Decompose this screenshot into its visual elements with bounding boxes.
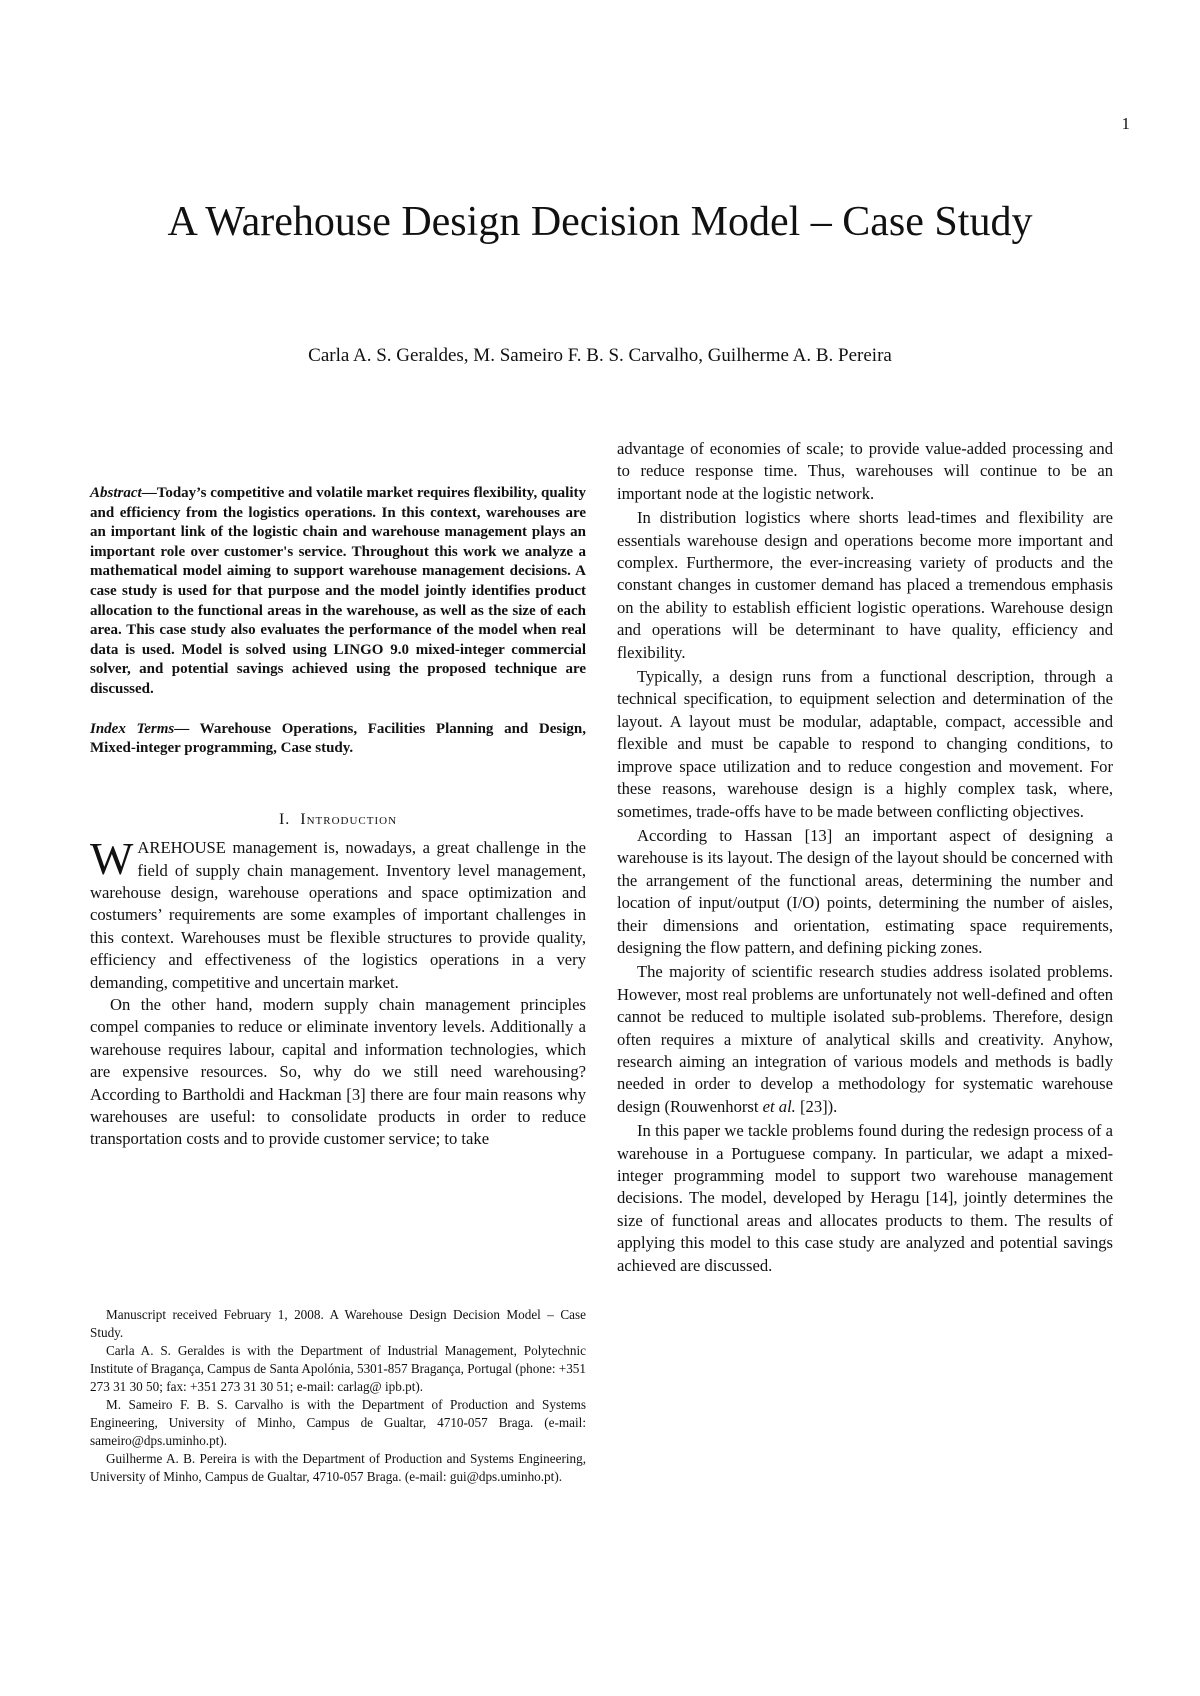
right-paragraph-this-paper: In this paper we tackle problems found during the redesign process of a warehouse in a Portuguese company. In particular, we adapt a mixed-integer programming model to support two warehouse management decisions. The model, developed by Heragu [14], jointly determines the size of functional areas and allocates products to them. The results of applying this model to this case study are analyzed and potential savings achieved are discussed.	[617, 1121, 1113, 1275]
index-terms-label: Index Terms	[90, 720, 175, 737]
research-text: The majority of scientific research studies address isolated problems. However, most real problems are unfortunately not well-defined and often cannot be reduced to multiple isolated sub-problems. Therefore, design often requires a mixture of analytical skills and creativity. Anyhow, research aiming an integration of various models and methods is badly needed in order to develop a methodology for systematic warehouse design (Rouwenhorst	[617, 962, 1113, 1116]
section-title: Introduction	[300, 810, 398, 828]
right-paragraph-continued: advantage of economies of scale; to provide value-added processing and to reduce response time. Thus, warehouses will continue to be an important node at the logistic network.	[617, 439, 1113, 503]
intro-paragraph-1-text: management is, nowadays, a great challenge in the field of supply chain management. Inventory level management, warehouse design, warehouse operations and space optimization and costumers’ requirements are some examples of important challenges in this context. Warehouses must be flexible structures to provide quality, efficiency and effectiveness of the logistics operations in a very demanding, competitive and uncertain market.	[90, 838, 586, 992]
section-heading-introduction	[90, 809, 586, 831]
abstract-text: —Today’s competitive and volatile market requires flexibility, quality and efficiency from the logistics operations. In this context, warehouses are an important link of the logistic chain and warehouse management plays an important role over customer's service. Throughout this work we analyze a mathematical model aiming to support warehouse management decisions. A case study is used for that purpose and the model jointly identifies product allocation to the functional areas in the warehouse, as well as the size of each area. This case study also evaluates the performance of the model when real data is used. Model is solved using LINGO 9.0 mixed-integer commercial solver, and potential savings achieved using the proposed technique are discussed.	[90, 485, 586, 697]
paper-title: A Warehouse Design Decision Model – Case Study	[167, 199, 1033, 245]
et-al: et al.	[762, 1096, 796, 1116]
index-terms	[90, 720, 586, 759]
abstract-label: Abstract	[90, 485, 142, 501]
intro-first-word: AREHOUSE	[137, 838, 226, 858]
section-number: I.	[278, 810, 291, 828]
intro-paragraph-2: On the other hand, modern supply chain management principles compel companies to reduce or eliminate inventory levels. Additionally a warehouse requires labour, capital and information technologies, which are expensive resources. So, why do we still need warehousing? According to Bartholdi and Hackman [3] there are four main reasons why warehouses are useful: to consolidate products in order to reduce transportation costs and to provide customer service; to take	[90, 994, 586, 1149]
right-column	[617, 438, 1113, 1277]
right-paragraph-design-process: Typically, a design runs from a functional description, through a technical specification, to equipment selection and determination of the layout. A layout must be modular, adaptable, compact, accessible and flexible and must be capable to respond to changing conditions, to improve space utilization and to reduce congestion and movement. For these reasons, warehouse design is a highly complex task, where, sometimes, trade-offs have to be made between conflicting objectives.	[617, 667, 1113, 821]
footnotes	[90, 1306, 586, 1486]
index-terms-text: — Warehouse Operations, Facilities Planning and Design, Mixed-integer programming, Case study.	[90, 720, 586, 757]
research-citation: [23]).	[795, 1096, 838, 1116]
page-number: 1	[1121, 114, 1130, 133]
right-paragraph-research-studies	[617, 961, 1113, 1118]
right-paragraph-distribution-logistics: In distribution logistics where shorts lead-times and flexibility are essentials warehouse design and operations become more important and complex. Furthermore, the ever-increasing variety of products and the constant changes in customer demand has placed a tremendous emphasis on the ability to establish efficient logistic operations. Warehouse design and operations will be determinant to have quality, efficiency and flexibility.	[617, 508, 1113, 662]
right-paragraph-layout: According to Hassan [13] an important aspect of designing a warehouse is its layout. The design of the layout should be concerned with the arrangement of the functional areas, determining the number and location of input/output (I/O) points, determining the number of aisles, their dimensions and orientation, estimating space requirements, designing the flow pattern, and defining picking zones.	[617, 825, 1113, 957]
footnote-author-1: Carla A. S. Geraldes is with the Department of Industrial Management, Polytechnic Institute of Bragança, Campus de Santa Apolónia, 5301-857 Bragança, Portugal (phone: +351 273 31 30 50; fax: +351 273 31 30 51; e-mail: carlag@ ipb.pt).	[90, 1343, 586, 1394]
left-column	[90, 484, 586, 1151]
intro-paragraph-1	[90, 833, 586, 994]
footnote-author-3: Guilherme A. B. Pereira is with the Department of Production and Systems Engineering, University of Minho, Campus de Gualtar, 4710-057 Braga. (e-mail: gui@dps.uminho.pt).	[90, 1451, 586, 1484]
drop-cap-letter: W	[90, 833, 134, 885]
footnote-author-2: M. Sameiro F. B. S. Carvalho is with the Department of Production and Systems Engineering, University of Minho, Campus de Gualtar, 4710-057 Braga. (e-mail: sameiro@dps.uminho.pt).	[90, 1397, 586, 1448]
abstract	[90, 484, 586, 700]
author-list: Carla A. S. Geraldes, M. Sameiro F. B. S. Carvalho, Guilherme A. B. Pereira	[308, 345, 892, 366]
footnote-manuscript: Manuscript received February 1, 2008. A Warehouse Design Decision Model – Case Study.	[90, 1307, 586, 1340]
